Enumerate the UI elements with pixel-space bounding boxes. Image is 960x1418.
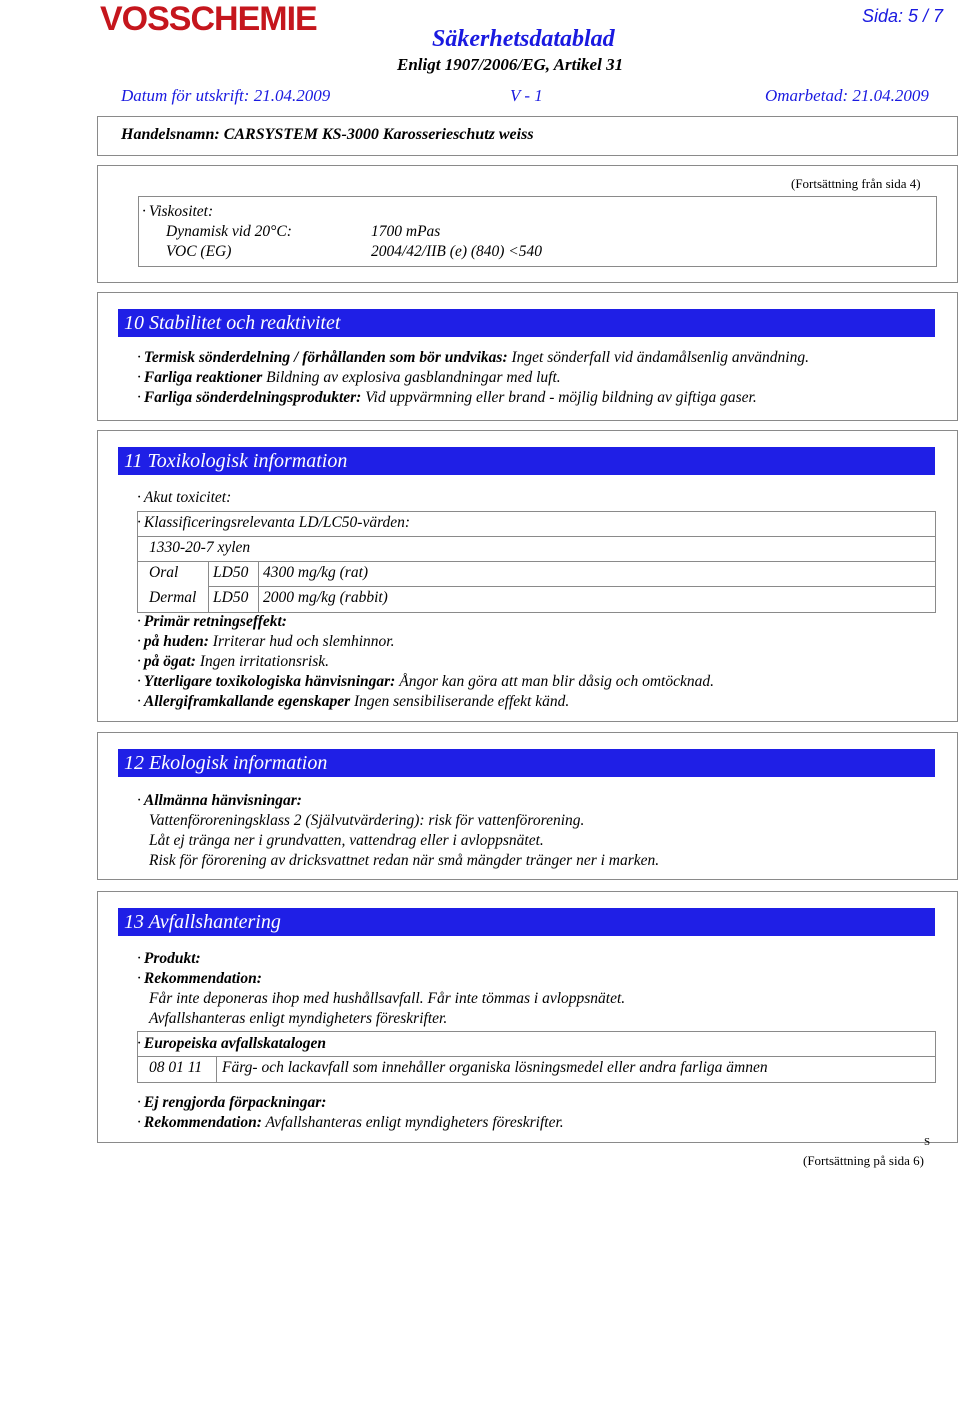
eco-line: Låt ej tränga ner i grundvatten, vattendrag eller i avloppsnätet. (149, 832, 544, 849)
section-13-title: 13 Avfallshantering (118, 908, 935, 936)
recommendation-line: Avfallshanteras enligt myndigheters föreskrifter. (149, 1010, 448, 1027)
trade-name-box (97, 116, 958, 156)
recommendation-label: · Rekommendation: (137, 970, 262, 987)
divider (208, 586, 936, 587)
s10-line-3: · Farliga sönderdelningsprodukter: Vid uppvärmning eller brand - möjlig bildning av giftiga gaser. (137, 389, 757, 406)
allergy-properties: · Allergiframkallande egenskaper Ingen sensibiliserande effekt känd. (137, 693, 570, 710)
section-9-continuation (97, 165, 958, 283)
viscosity-value: 1700 mPas (371, 223, 441, 240)
divider (137, 536, 936, 537)
route-dermal: Dermal (149, 589, 197, 606)
eco-line: Risk för förorening av dricksvattnet redan när små mängder tränger ner i marken. (149, 852, 660, 869)
divider (208, 562, 209, 612)
waste-description: Färg- och lackavfall som innehåller organiska lösningsmedel eller andra farliga ämnen (222, 1059, 768, 1076)
skin-effect: · på huden: Irriterar hud och slemhinnor. (137, 633, 395, 650)
waste-code: 08 01 11 (149, 1059, 203, 1076)
eye-effect: · på ögat: Ingen irritationsrisk. (137, 653, 330, 670)
revised-date: Omarbetad: 21.04.2009 (765, 86, 929, 105)
acute-toxicity: · Akut toxicitet: (137, 489, 232, 506)
waste-catalog-label: · Europeiska avfallskatalogen (137, 1035, 327, 1052)
divider (258, 562, 259, 612)
document-title: Säkerhetsdatablad (432, 26, 615, 52)
document-subtitle: Enligt 1907/2006/EG, Artikel 31 (397, 55, 624, 74)
divider (137, 561, 936, 562)
voc-value: 2004/42/IIB (e) (840) <540 (371, 243, 543, 260)
viscosity-row: Dynamisk vid 20°C: (166, 223, 292, 240)
trade-name: Handelsnamn: CARSYSTEM KS-3000 Karosserieschutz weiss (121, 126, 534, 143)
classification-label: · Klassificeringsrelevanta LD/LC50-värden: (137, 514, 411, 531)
type-oral: LD50 (213, 564, 249, 581)
packaging-recommendation: · Rekommendation: Avfallshanteras enligt myndigheters föreskrifter. (137, 1114, 564, 1131)
print-date: Datum för utskrift: 21.04.2009 (121, 86, 331, 105)
divider (216, 1057, 217, 1082)
substance-name: 1330-20-7 xylen (149, 539, 251, 556)
uncleaned-packaging: · Ej rengjorda förpackningar: (137, 1094, 327, 1111)
primary-effect: · Primär retningseffekt: (137, 613, 287, 630)
viscosity-label: · Viskositet: (142, 203, 214, 220)
additional-toxicology: · Ytterligare toxikologiska hänvisningar: Ångor kan göra att man blir dåsig och omtöcknad. (137, 673, 714, 690)
version: V - 1 (510, 86, 543, 105)
s10-line-2: · Farliga reaktioner Bildning av explosiva gasblandningar med luft. (137, 369, 561, 386)
voc-label: VOC (EG) (166, 243, 232, 260)
page-number: Sida: 5 / 7 (862, 6, 944, 26)
viscosity-box (138, 196, 937, 267)
footer-mark: S (924, 1136, 931, 1148)
value-oral: 4300 mg/kg (rat) (263, 564, 369, 581)
section-12-title: 12 Ekologisk information (118, 749, 935, 777)
company-logo: VOSSCHEMIE (100, 0, 317, 38)
s10-line-1: · Termisk sönderdelning / förhållanden som bör undvikas: Inget sönderfall vid ändamålsenlig användning. (137, 349, 809, 366)
type-dermal: LD50 (213, 589, 249, 606)
value-dermal: 2000 mg/kg (rabbit) (263, 589, 388, 606)
continued-from: (Fortsättning från sida 4) (791, 176, 921, 191)
section-10-title: 10 Stabilitet och reaktivitet (118, 309, 935, 337)
general-notes: · Allmänna hänvisningar: (137, 792, 302, 809)
eco-line: Vattenföroreningsklass 2 (Självutvärdering): risk för vattenförorening. (149, 812, 585, 829)
route-oral: Oral (149, 564, 179, 581)
continued-to: (Fortsättning på sida 6) (803, 1153, 924, 1168)
product-label: · Produkt: (137, 950, 201, 967)
recommendation-line: Får inte deponeras ihop med hushållsavfall. Får inte tömmas i avloppsnätet. (149, 990, 626, 1007)
section-11-title: 11 Toxikologisk information (118, 447, 935, 475)
